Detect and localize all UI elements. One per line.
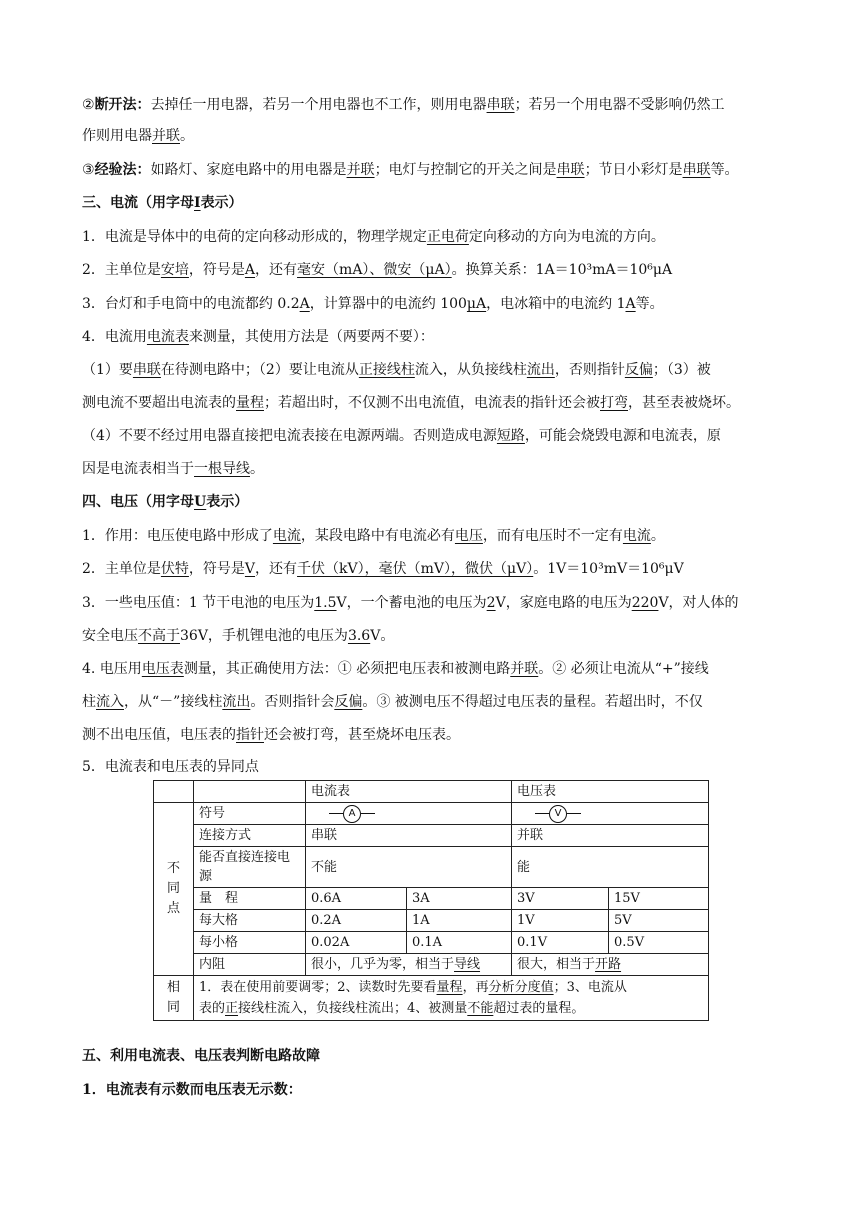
text: V，对人体的 <box>658 595 739 611</box>
table-row <box>154 932 709 954</box>
text-line <box>82 160 782 180</box>
text: 流入，从负接线柱 <box>414 362 527 378</box>
text: 3．台灯和手电筒中的电流都约 0.2 <box>82 296 300 312</box>
answer: 伏特 <box>160 561 189 577</box>
answer: V <box>244 561 256 577</box>
text: ；3、电流从 <box>553 980 627 995</box>
text: V。 <box>370 628 395 644</box>
answer: 正电荷 <box>426 229 469 245</box>
text: 2．主单位是 <box>82 561 161 577</box>
text: 。否则指针会 <box>250 694 335 710</box>
text-line <box>82 360 782 380</box>
text: U <box>194 494 207 510</box>
text: ；节日小彩灯是 <box>584 162 683 178</box>
text: 接线柱流入，负接线柱流出；4、被测量 <box>238 1001 468 1016</box>
text: 1．作用：电压使电路中形成了 <box>82 528 273 544</box>
table-cell <box>512 803 709 825</box>
answer: 短路 <box>496 428 525 444</box>
voltmeter-symbol-icon <box>535 805 581 823</box>
text: 。 <box>180 128 194 144</box>
text: 。 <box>250 461 264 477</box>
row-label: 量 程 <box>194 888 306 910</box>
text-line <box>82 426 782 446</box>
table-cell: 15V <box>609 888 709 910</box>
comparison-table <box>153 780 709 1021</box>
group-label-diff <box>154 803 194 976</box>
text-line <box>82 725 782 745</box>
text: 安全电压 <box>82 628 138 644</box>
answer: 串联 <box>556 162 585 178</box>
answer: 不能 <box>467 1001 494 1016</box>
answer: 反偏 <box>624 362 653 378</box>
table-cell: 并联 <box>512 825 709 847</box>
row-label: 内阻 <box>194 954 306 976</box>
answer: 220 <box>631 595 659 611</box>
table-cell <box>512 954 709 976</box>
table-row <box>154 954 709 976</box>
text-line <box>82 526 782 546</box>
text: 相同 <box>166 980 180 1015</box>
answer: 千伏（kV），毫伏（mV），微伏（μV） <box>297 561 534 577</box>
text: 测量，其正确使用方法：① 必须把电压表和被测电路 <box>183 661 511 677</box>
text: V，一个蓄电池的电压为 <box>336 595 487 611</box>
answer: 打弯 <box>600 395 628 411</box>
answer: 电流 <box>622 528 651 544</box>
answer: 开路 <box>595 957 622 972</box>
section-heading <box>82 1046 782 1066</box>
table-row <box>154 781 709 803</box>
group-label-same <box>154 976 194 1021</box>
answer: 流出 <box>222 694 251 710</box>
text: ，否则指针 <box>554 362 625 378</box>
answer: A <box>244 262 256 278</box>
ammeter-symbol-icon <box>329 805 375 823</box>
table-cell: 5V <box>609 910 709 932</box>
text: 作则用电器 <box>82 128 152 144</box>
text-line <box>199 977 703 998</box>
table-cell: 0.5V <box>609 932 709 954</box>
answer: 一根导线 <box>194 461 250 477</box>
text: 经验法： <box>94 162 151 178</box>
text: 。1V＝10³mV＝10⁶μV <box>533 561 684 577</box>
text: 不同点 <box>166 861 180 916</box>
text: （4）不要不经过用电器直接把电流表接在电源两端。否则造成电源 <box>82 428 497 444</box>
text: ；电灯与控制它的开关之间是 <box>374 162 557 178</box>
table-row <box>154 847 709 888</box>
text: ，电冰箱中的电流约 1 <box>486 296 626 312</box>
text: 还会被打弯，甚至烧坏电压表。 <box>264 727 460 743</box>
text-line <box>82 659 782 679</box>
sub-heading <box>82 1080 782 1100</box>
answer: 并联 <box>346 162 375 178</box>
text: 测电流不要超出电流表的 <box>82 395 236 411</box>
text: 定向移动的方向为电流的方向。 <box>468 229 665 245</box>
answer: 正 <box>225 1001 239 1016</box>
text-line <box>82 327 782 347</box>
text-line <box>199 998 703 1019</box>
text: 。② 必须让电流从“+”接线 <box>538 661 709 677</box>
answer: 并联 <box>510 661 539 677</box>
text: V <box>549 805 567 823</box>
table-cell: 1V <box>512 910 609 932</box>
text-line <box>82 227 782 247</box>
text: 超过表的量程。 <box>493 1001 585 1016</box>
text: 1．电流表有示数而电压表无示数： <box>82 1082 302 1098</box>
text: 表示） <box>206 494 249 510</box>
answer: 指针 <box>236 727 264 743</box>
answer: 流出 <box>526 362 555 378</box>
section-heading <box>82 193 782 213</box>
text: 2．主单位是 <box>82 262 161 278</box>
text: ；若另一个用电器不受影响仍然工 <box>514 97 725 113</box>
text: ；若超出时，不仅测不出电流值，电流表的指针还会被 <box>264 395 600 411</box>
table-cell: 3V <box>512 888 609 910</box>
text: 柱 <box>82 694 96 710</box>
text: 测不出电压值，电压表的 <box>82 727 236 743</box>
table-row <box>154 910 709 932</box>
text-line <box>82 95 782 115</box>
table-row <box>154 888 709 910</box>
text: 四、电压（用字母 <box>82 494 194 510</box>
text: 3．一些电压值：1 节干电池的电压为 <box>82 595 315 611</box>
text: ，甚至表被烧坏。 <box>628 395 740 411</box>
text: ，还有 <box>255 561 298 577</box>
table-cell <box>306 803 512 825</box>
answer: 并联 <box>152 128 180 144</box>
text-line <box>82 757 782 777</box>
table-row <box>154 803 709 825</box>
text-line <box>82 126 782 146</box>
answer: 3.6 <box>347 628 371 644</box>
answer: 串联 <box>132 362 161 378</box>
text: ③ <box>82 162 95 178</box>
table-cell: 1A <box>407 910 512 932</box>
answer: 1.5 <box>314 595 337 611</box>
text: 。③ 被测电压不得超过电压表的量程。若超出时，不仅 <box>362 694 703 710</box>
text: 5．电流表和电压表的异同点 <box>82 759 259 775</box>
text: 如路灯、家庭电路中的用电器是 <box>150 162 347 178</box>
text: ，还有 <box>255 262 298 278</box>
answer: 串联 <box>682 162 711 178</box>
text: 来测量，其使用方法是（两要两不要）： <box>188 329 434 345</box>
table-cell <box>306 954 512 976</box>
text: 因是电流表相当于 <box>82 461 194 477</box>
text: 。 <box>650 528 665 544</box>
text-line <box>82 692 782 712</box>
text-line <box>82 593 782 613</box>
text: 表示） <box>200 195 243 211</box>
text: 很小，几乎为零，相当于 <box>311 957 455 972</box>
table-cell: 不能 <box>306 847 512 888</box>
text: ② <box>82 97 95 113</box>
answer: 反偏 <box>334 694 363 710</box>
text: ；（3）被 <box>652 362 711 378</box>
column-header: 电压表 <box>512 781 709 803</box>
answer: 导线 <box>454 957 481 972</box>
row-label: 每小格 <box>194 932 306 954</box>
column-header: 电流表 <box>306 781 512 803</box>
table-cell: 0.1A <box>407 932 512 954</box>
answer: 流入 <box>96 694 124 710</box>
text: 1．表在使用前要调零；2、读数时先要看 <box>199 980 437 995</box>
text-line <box>82 626 782 646</box>
text-line <box>82 459 782 479</box>
text: ，某段电路中有电流必有 <box>300 528 455 544</box>
table-cell: 0.2A <box>306 910 407 932</box>
answer: 量程 <box>236 395 264 411</box>
table-cell: 0.6A <box>306 888 407 910</box>
text: ，而有电压时不一定有 <box>482 528 623 544</box>
text: 等。 <box>635 296 664 312</box>
table-cell: 0.1V <box>512 932 609 954</box>
answer: 正接线柱 <box>358 362 415 378</box>
text: V，家庭电路的电压为 <box>495 595 632 611</box>
answer: A <box>299 296 310 312</box>
table-cell <box>194 781 306 803</box>
text: ，再 <box>462 980 489 995</box>
text-line <box>82 294 782 314</box>
answer: 2 <box>486 595 496 611</box>
table-cell <box>154 781 194 803</box>
text-line <box>82 260 782 280</box>
text: ，计算器中的电流约 100 <box>309 296 467 312</box>
text: ，符号是 <box>188 262 245 278</box>
table-cell: 能 <box>512 847 709 888</box>
row-label: 能否直接连接电源 <box>194 847 306 888</box>
row-label: 每大格 <box>194 910 306 932</box>
answer: 毫安（mA）、微安（μA） <box>297 262 452 278</box>
table-cell: 串联 <box>306 825 512 847</box>
answer: 分析分度值 <box>488 980 554 995</box>
table-row <box>154 825 709 847</box>
table-cell: 3A <box>407 888 512 910</box>
text: A <box>343 805 361 823</box>
text: 三、电流（用字母 <box>82 195 194 211</box>
table-cell: 0.02A <box>306 932 407 954</box>
answer: 电压表 <box>141 661 184 677</box>
text: 很大，相当于 <box>517 957 596 972</box>
row-label: 连接方式 <box>194 825 306 847</box>
text: 4. 电压用 <box>82 661 142 677</box>
answer: 电压 <box>454 528 483 544</box>
text-line <box>82 393 782 413</box>
text: 断开法： <box>94 97 151 113</box>
text-line <box>82 559 782 579</box>
text: ，符号是 <box>188 561 245 577</box>
text: 1．电流是导体中的电荷的定向移动形成的，物理学规定 <box>82 229 427 245</box>
text: 表的 <box>199 1001 226 1016</box>
answer: 电流 <box>272 528 301 544</box>
text: 4．电流用 <box>82 329 147 345</box>
text: ，可能会烧毁电源和电流表，原 <box>524 428 721 444</box>
text: 等。 <box>710 162 739 178</box>
text: ，从“－”接线柱 <box>124 694 223 710</box>
text: 五、利用电流表、电压表判断电路故障 <box>82 1048 320 1064</box>
answer: μA <box>466 296 487 312</box>
section-heading <box>82 492 782 512</box>
text: 。换算关系：1A＝10³mA＝10⁶μA <box>451 262 673 278</box>
answer: 安培 <box>160 262 189 278</box>
row-label: 符号 <box>194 803 306 825</box>
answer: 不高于 <box>138 628 180 644</box>
table-cell <box>194 976 709 1021</box>
text: （1）要 <box>82 362 133 378</box>
answer: 串联 <box>486 97 515 113</box>
text: 去掉任一用电器，若另一个用电器也不工作，则用电器 <box>150 97 487 113</box>
table-row <box>154 976 709 1021</box>
text: 在待测电路中；（2）要让电流从 <box>160 362 359 378</box>
text: I <box>194 195 201 211</box>
answer: 量程 <box>436 980 463 995</box>
answer: 电流表 <box>146 329 189 345</box>
text: 36V，手机锂电池的电压为 <box>180 628 348 644</box>
answer: A <box>625 296 636 312</box>
